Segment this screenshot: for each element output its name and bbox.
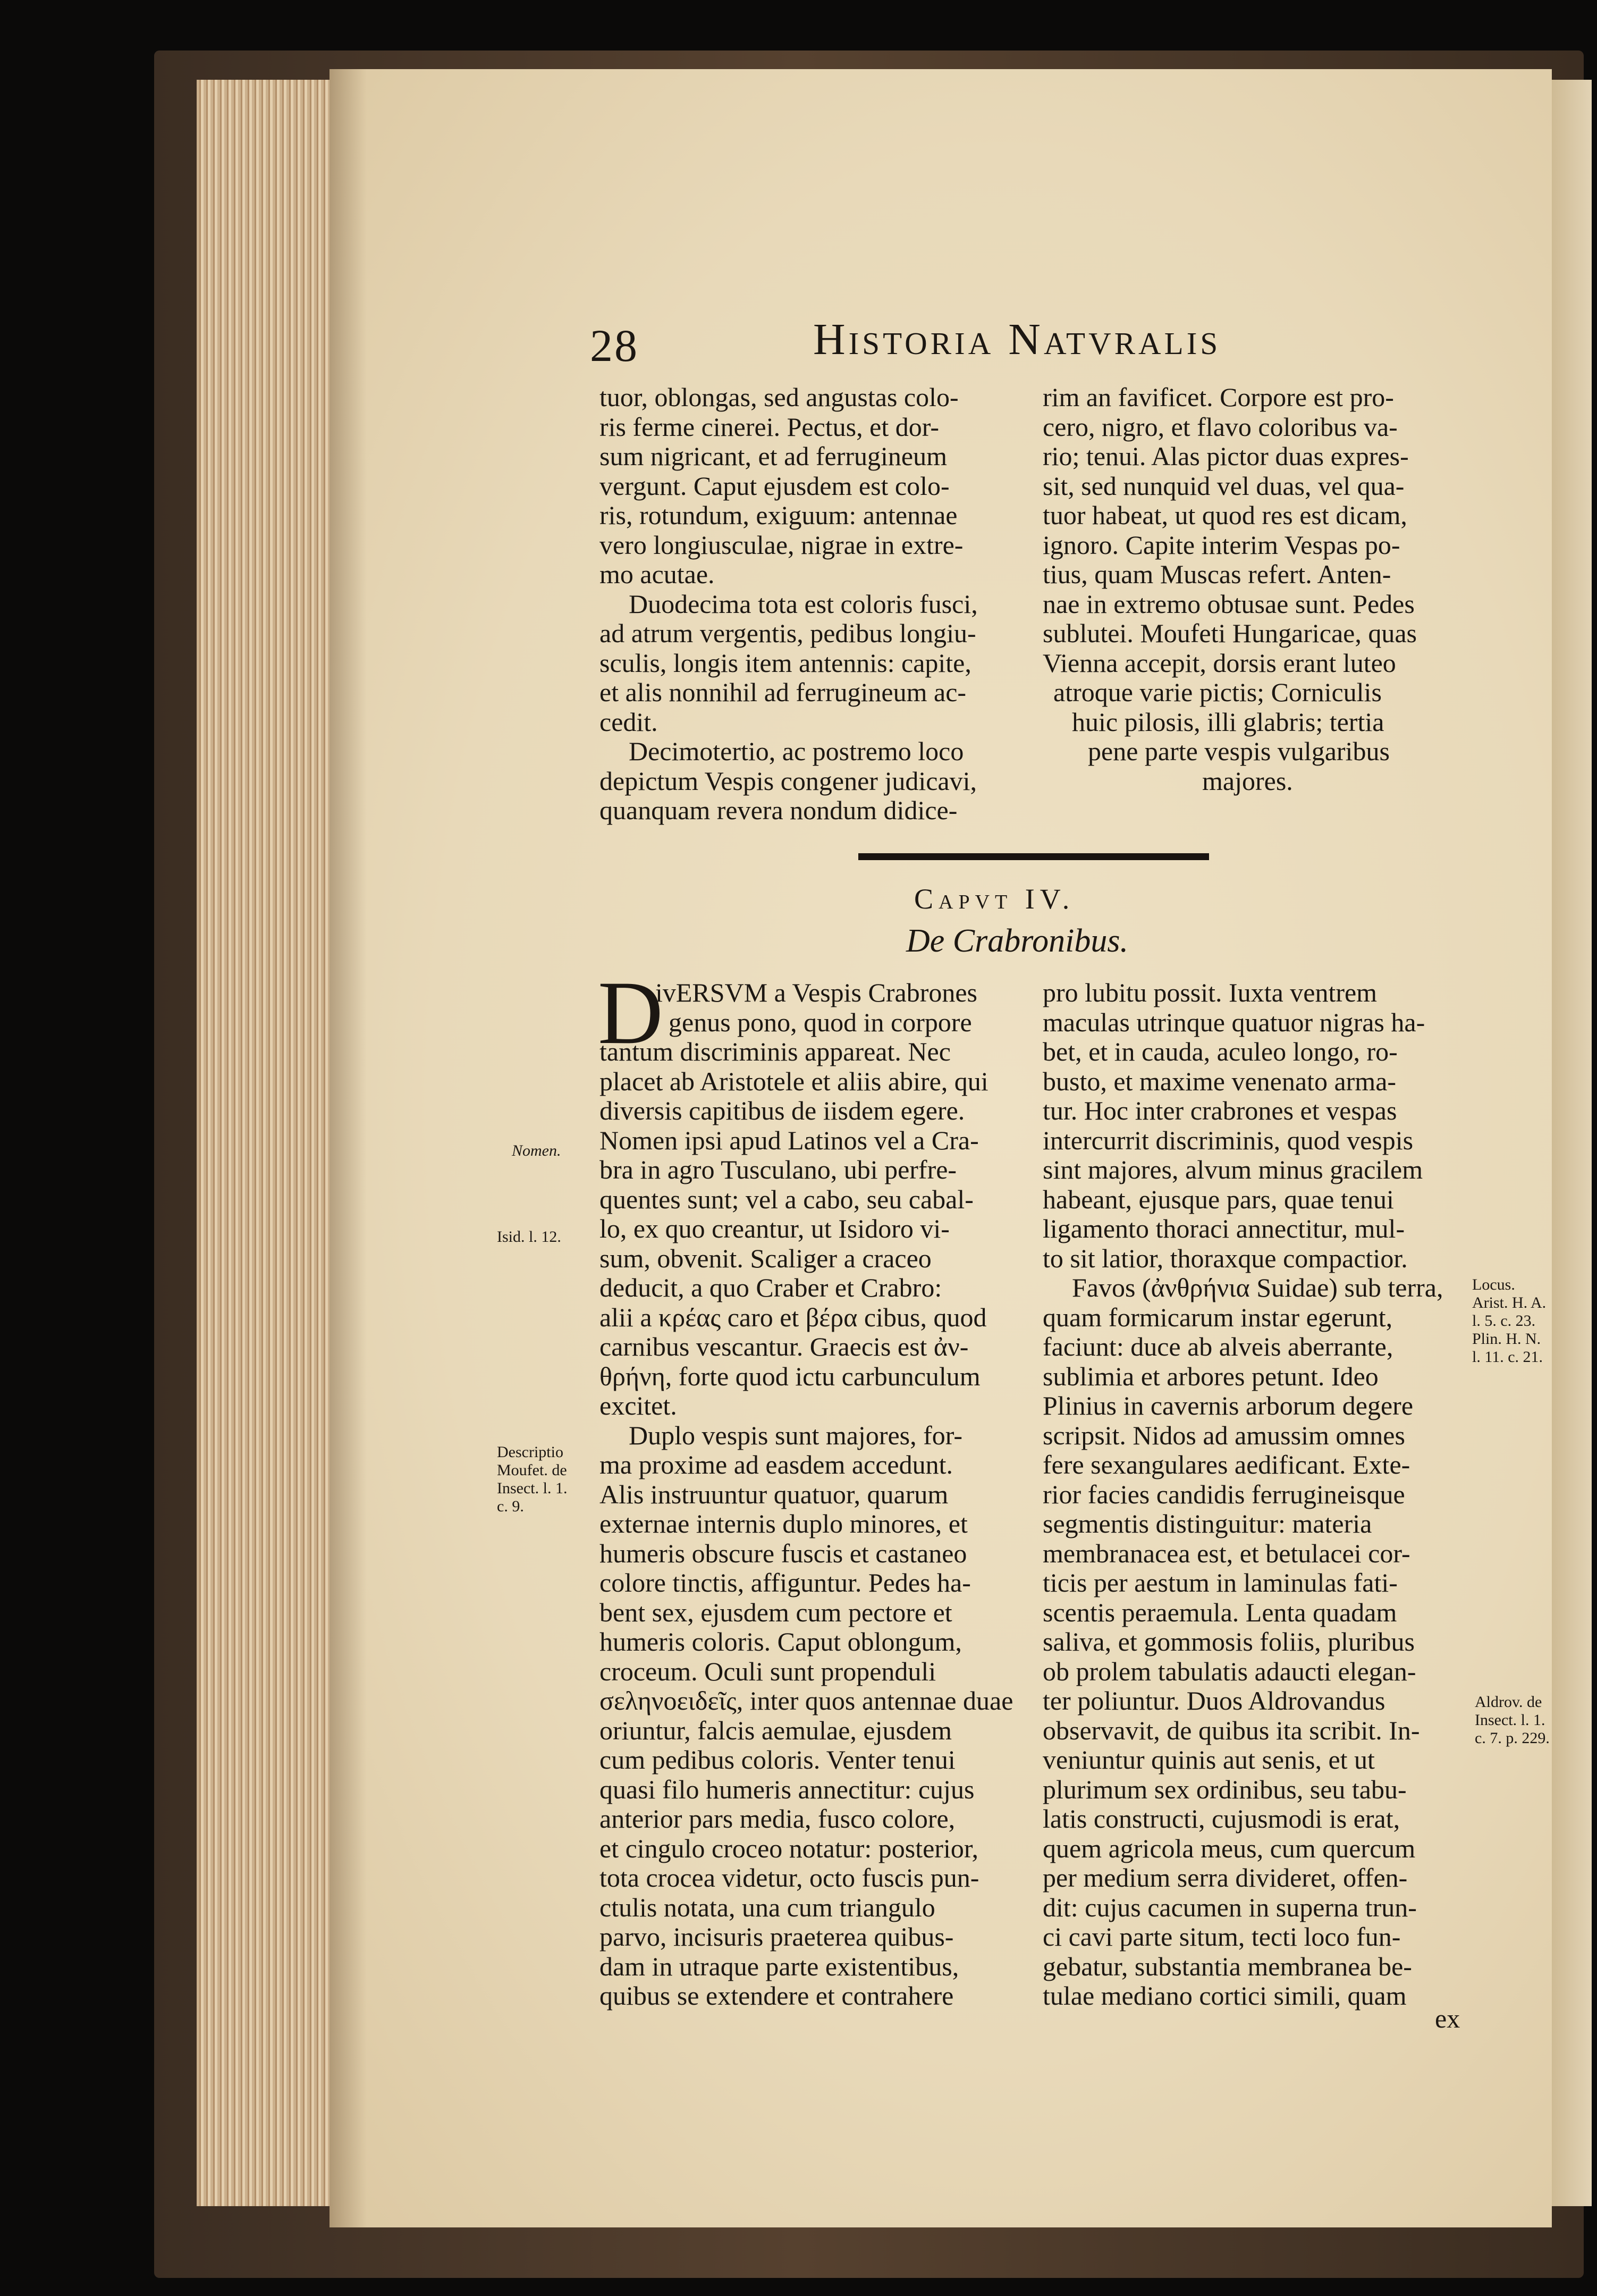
text-line: Decimotertio, ac postremo loco	[629, 736, 964, 766]
text-line: depictum Vespis congener judicavi,	[599, 766, 977, 796]
text-line: vergunt. Caput ejusdem est colo-	[599, 470, 950, 501]
text-line: scripsit. Nidos ad amussim omnes	[1043, 1420, 1405, 1450]
text-line: excitet.	[599, 1391, 677, 1420]
chapter-number: Capvt IV.	[914, 883, 1075, 915]
text-line: tantum discriminis appareat. Nec	[599, 1037, 951, 1066]
margin-note-nomen: Nomen.	[512, 1142, 561, 1159]
text-line: σεληνοειδεῖς, inter quos antennae duae	[599, 1686, 1013, 1715]
text-line: quem agricola meus, cum quercum	[1043, 1833, 1416, 1863]
text-line: sum nigricant, et ad ferrugineum	[599, 441, 947, 471]
text-line: diversis capitibus de iisdem egere.	[599, 1096, 965, 1125]
text-line: quasi filo humeris annectitur: cujus	[599, 1774, 975, 1804]
text-line: per medium serra divideret, offen-	[1043, 1863, 1408, 1893]
text-line: Duplo vespis sunt majores, for-	[629, 1420, 963, 1450]
text-line: dam in utraque parte existentibus,	[599, 1951, 959, 1981]
text-line: c. 9.	[497, 1498, 524, 1515]
text-line: ctulis notata, una cum triangulo	[599, 1892, 935, 1922]
text-line: l. 11. c. 21.	[1472, 1348, 1543, 1366]
text-line: ticis per aestum in laminulas fati-	[1043, 1568, 1398, 1597]
text-line: habeant, ejusque pars, quae tenui	[1043, 1184, 1394, 1214]
text-line: atroque varie pictis; Corniculis	[1053, 677, 1382, 707]
catchword: ex	[1435, 2004, 1460, 2033]
upper-right-column	[1043, 383, 1473, 796]
text-line: pro lubitu possit. Iuxta ventrem	[1043, 978, 1378, 1007]
text-line: rim an favificet. Corpore est pro-	[1043, 382, 1394, 412]
text-line: quentes sunt; vel a cabo, seu cabal-	[599, 1184, 974, 1214]
text-line: saliva, et gommosis foliis, pluribus	[1043, 1627, 1415, 1656]
text-line: Plinius in cavernis arborum degere	[1043, 1391, 1414, 1420]
text-line: Moufet. de	[497, 1461, 567, 1479]
margin-note-descriptio	[497, 1443, 567, 1516]
text-line: colore tinctis, affiguntur. Pedes ha-	[599, 1568, 971, 1597]
text-line: oriuntur, falcis aemulae, ejusdem	[599, 1715, 952, 1745]
text-line: plurimum sex ordinibus, seu tabu-	[1043, 1774, 1407, 1804]
page-edges	[197, 80, 335, 2206]
text-line: sint majores, alvum minus gracilem	[1043, 1155, 1423, 1184]
text-line: cero, nigro, et flavo coloribus va-	[1043, 411, 1398, 442]
text-line: quibus se extendere et contrahere	[599, 1981, 954, 2011]
text-line: ci cavi parte situm, tecti loco fun-	[1043, 1922, 1401, 1952]
text-line: membranacea est, et betulacei cor-	[1043, 1538, 1410, 1568]
text-line: ris, rotundum, exiguum: antennae	[599, 500, 958, 530]
text-line: Vienna accepit, dorsis erant luteo	[1043, 647, 1396, 678]
chapter-title: De Crabronibus.	[906, 923, 1128, 959]
text-line: ob prolem tabulatis adaucti elegan-	[1043, 1656, 1416, 1686]
margin-note-isid: Isid. l. 12.	[497, 1228, 561, 1246]
text-line: scentis peraemula. Lenta quadam	[1043, 1597, 1397, 1627]
text-line: rior facies candidis ferrugineisque	[1043, 1479, 1405, 1509]
text-line: et alis nonnihil ad ferrugineum ac-	[599, 677, 967, 707]
text-line: ma proxime ad easdem accedunt.	[599, 1450, 953, 1479]
text-line: ivERSVM a Vespis Crabrones	[655, 978, 978, 1007]
text-line: faciunt: duce ab alveis aberrante,	[1043, 1332, 1393, 1361]
text-line: tur. Hoc inter crabrones et vespas	[1043, 1096, 1397, 1125]
text-line: tuor, oblongas, sed angustas colo-	[599, 382, 959, 412]
text-line: Aldrov. de	[1475, 1693, 1542, 1711]
text-line: lo, ex quo creantur, ut Isidoro vi-	[599, 1214, 950, 1243]
text-line: nae in extremo obtusae sunt. Pedes	[1043, 588, 1415, 619]
text-line: ligamento thoraci annectitur, mul-	[1043, 1214, 1405, 1243]
text-line: Descriptio	[497, 1443, 563, 1461]
running-head	[590, 314, 1265, 372]
text-line: bra in agro Tusculano, ubi perfre-	[599, 1155, 957, 1184]
text-line: quanquam revera nondum didice-	[599, 795, 958, 825]
text-line: intercurrit discriminis, quod vespis	[1043, 1125, 1414, 1155]
text-line: segmentis distinguitur: materia	[1043, 1509, 1372, 1538]
text-line: l. 5. c. 23.	[1472, 1312, 1536, 1330]
text-line: Locus.	[1472, 1276, 1515, 1293]
lower-left-column	[599, 978, 1030, 2011]
text-line: rio; tenui. Alas pictor duas expres-	[1043, 441, 1409, 471]
text-line: sublimia et arbores petunt. Ideo	[1043, 1361, 1379, 1391]
text-line: Duodecima tota est coloris fusci,	[629, 588, 978, 619]
text-line: latis constructi, cujusmodi is erat,	[1043, 1804, 1400, 1834]
text-line: tius, quam Muscas refert. Anten-	[1043, 559, 1391, 589]
text-line: observavit, de quibus ita scribit. In-	[1043, 1715, 1420, 1745]
text-line: humeris obscure fuscis et castaneo	[599, 1538, 967, 1568]
text-line: humeris coloris. Caput oblongum,	[599, 1627, 962, 1656]
text-line: tota crocea videtur, octo fuscis pun-	[599, 1863, 979, 1893]
text-line: alii a κρέας caro et βέρα cibus, quod	[599, 1302, 987, 1332]
text-line: Insect. l. 1.	[1475, 1711, 1545, 1729]
text-line: sit, sed nunquid vel duas, vel qua-	[1043, 470, 1405, 501]
text-line: bent sex, ejusdem cum pectore et	[599, 1597, 952, 1627]
text-line: veniuntur quinis aut senis, et ut	[1043, 1745, 1375, 1774]
text-line: anterior pars media, fusco colore,	[599, 1804, 956, 1834]
text-line: Arist. H. A.	[1472, 1294, 1547, 1311]
text-line: bet, et in cauda, aculeo longo, ro-	[1043, 1037, 1398, 1066]
text-line: fere sexangulares aedificant. Exte-	[1043, 1450, 1410, 1479]
facing-page-edge	[1549, 80, 1592, 2206]
page-title: Historia Natvralis	[813, 315, 1221, 364]
text-line: maculas utrinque quatuor nigras ha-	[1043, 1007, 1425, 1037]
text-line: croceum. Oculi sunt propenduli	[599, 1656, 936, 1686]
margin-note-aldrov	[1475, 1693, 1550, 1747]
text-line: carnibus vescantur. Graecis est ἀν-	[599, 1332, 969, 1361]
page-number: 28	[590, 320, 639, 371]
text-line: Insect. l. 1.	[497, 1479, 568, 1497]
text-line: Alis instruuntur quatuor, quarum	[599, 1479, 949, 1509]
text-line: gebatur, substantia membranea be-	[1043, 1951, 1412, 1981]
text-line: vero longiusculae, nigrae in extre-	[599, 529, 964, 560]
drop-cap: D	[598, 963, 663, 1063]
margin-note-locus	[1472, 1276, 1546, 1366]
text-line: huic pilosis, illi glabris; tertia	[1072, 707, 1384, 737]
text-line: deducit, a quo Craber et Crabro:	[599, 1273, 942, 1302]
text-line: sculis, longis item antennis: capite,	[599, 647, 971, 678]
text-line: sum, obvenit. Scaliger a craceo	[599, 1243, 932, 1273]
text-line: tuor habeat, ut quod res est dicam,	[1043, 500, 1407, 530]
text-line: Plin. H. N.	[1472, 1330, 1541, 1348]
text-line: mo acutae.	[599, 559, 715, 589]
text-line: to sit latior, thoraxque compactior.	[1043, 1243, 1408, 1273]
text-line: dit: cujus cacumen in superna trun-	[1043, 1892, 1417, 1922]
text-line: pene parte vespis vulgaribus	[1088, 736, 1390, 766]
text-line: quam formicarum instar egerunt,	[1043, 1302, 1393, 1332]
lower-right-column	[1043, 978, 1473, 2011]
text-line: ter poliuntur. Duos Aldrovandus	[1043, 1686, 1385, 1715]
text-line: ignoro. Capite interim Vespas po-	[1043, 529, 1400, 560]
text-line: tulae mediano cortici simili, quam	[1043, 1981, 1407, 2011]
text-line: cum pedibus coloris. Venter tenui	[599, 1745, 956, 1774]
text-line: parvo, incisuris praeterea quibus-	[599, 1922, 954, 1952]
gutter-shadow	[329, 69, 367, 2227]
text-line: busto, et maxime venenato arma-	[1043, 1066, 1397, 1096]
text-line: cedit.	[599, 707, 658, 737]
text-line: ris ferme cinerei. Pectus, et dor-	[599, 411, 940, 442]
section-rule	[858, 853, 1209, 860]
text-line: placet ab Aristotele et aliis abire, qui	[599, 1066, 988, 1096]
text-line: θρήνη, forte quod ictu carbunculum	[599, 1361, 981, 1391]
text-line: Favos (ἀνθρήνια Suidae) sub terra,	[1072, 1273, 1443, 1302]
text-line: externae internis duplo minores, et	[599, 1509, 968, 1538]
text-line: majores.	[1202, 766, 1293, 796]
text-line: genus pono, quod in corpore	[669, 1007, 972, 1037]
text-line: ad atrum vergentis, pedibus longiu-	[599, 618, 976, 648]
upper-left-column	[599, 383, 1030, 826]
text-line: c. 7. p. 229.	[1475, 1729, 1550, 1747]
text-line: sublutei. Moufeti Hungaricae, quas	[1043, 618, 1417, 648]
text-line: et cingulo croceo notatur: posterior,	[599, 1833, 979, 1863]
text-line: Nomen ipsi apud Latinos vel a Cra-	[599, 1125, 979, 1155]
